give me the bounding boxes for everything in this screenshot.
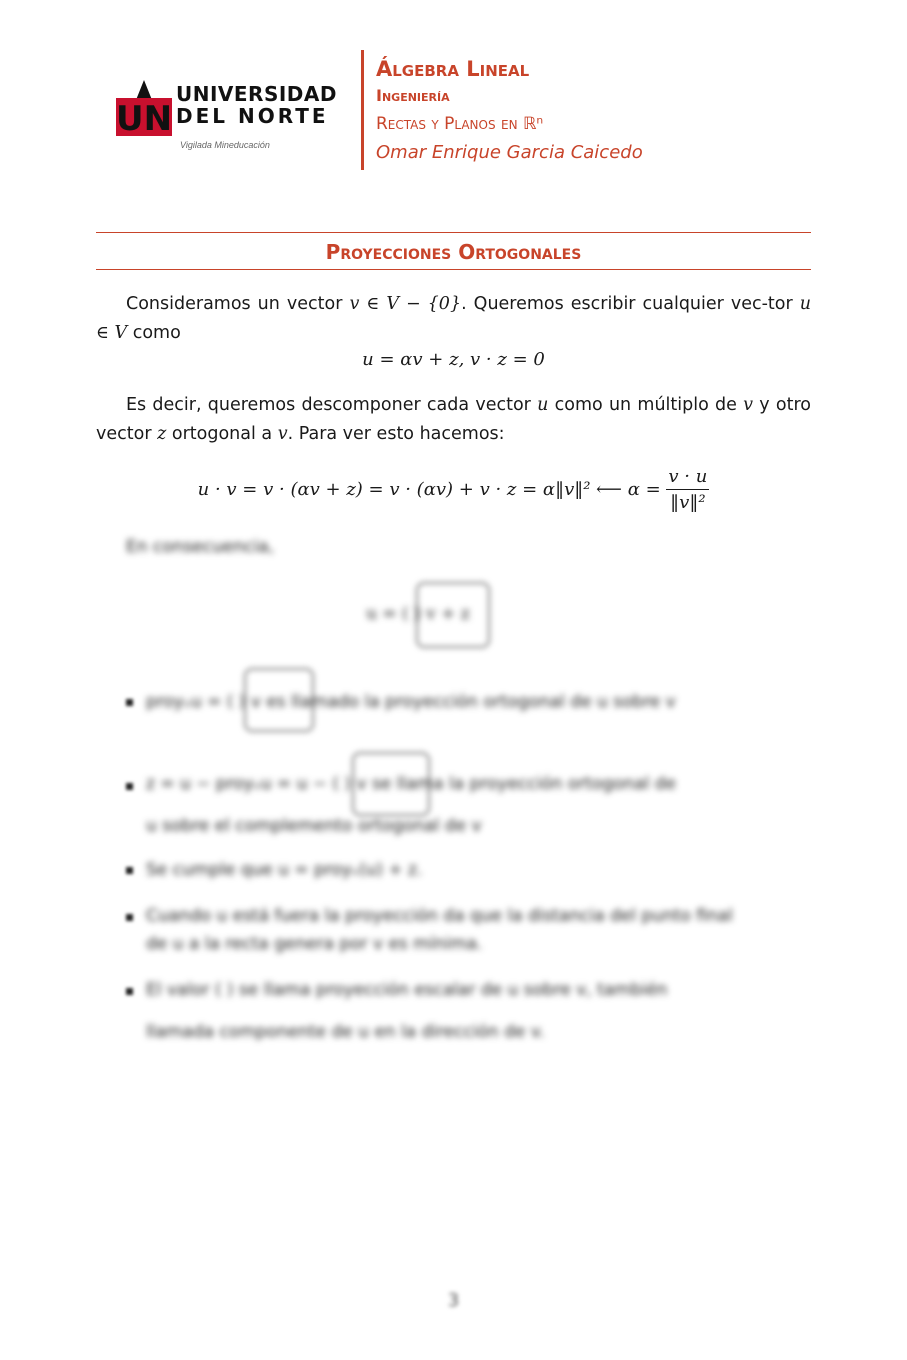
p1-text-c: como bbox=[127, 323, 181, 343]
paragraph-2 bbox=[96, 391, 811, 449]
bullet-marker-1 bbox=[126, 699, 133, 706]
university-logo bbox=[116, 66, 338, 156]
p1-text-a: Consideramos un vector bbox=[126, 294, 350, 314]
section-rule-top bbox=[96, 232, 811, 233]
document-header bbox=[376, 56, 816, 168]
bullet-item-3: Se cumple que u = proyᵥ(u) + z. bbox=[146, 860, 423, 880]
paragraph-1 bbox=[96, 290, 811, 348]
p2-math-4: v bbox=[277, 424, 288, 444]
section-rule-bottom bbox=[96, 269, 811, 270]
eq2-lhs: u · v = v · (αv + z) = v · (αv) + v · z = α‖v‖² ⟵ α = bbox=[197, 479, 661, 500]
fraction-denominator: ‖v‖² bbox=[670, 492, 706, 513]
bullet-item-4-line2: de u a la recta genera por v es mínima. bbox=[146, 934, 483, 954]
p2-text-a: Es decir, queremos descomponer cada vector bbox=[126, 395, 538, 415]
p2-text-e: . Para ver esto hacemos: bbox=[287, 424, 505, 444]
bullet-item-5-line1: El valor ( ) se llama proyección escalar de u sobre v, también bbox=[146, 980, 668, 1000]
bullet-marker-4 bbox=[126, 914, 133, 921]
bullet-item-4-line1: Cuando u está fuera la proyección da que la distancia del punto final bbox=[146, 906, 733, 926]
p1-text-b: . Queremos escribir cualquier vec-tor bbox=[461, 294, 800, 314]
section-title: Proyecciones Ortogonales bbox=[325, 240, 582, 264]
p1-math-1: v ∈ V − {0} bbox=[349, 294, 462, 314]
alpha-fraction bbox=[666, 466, 709, 513]
svg-text:UN: UN bbox=[116, 99, 172, 136]
blurred-intro: En consecuencia, bbox=[126, 537, 275, 557]
department: Ingeniería bbox=[376, 86, 450, 105]
bullet-item-2-line1: z = u − proyᵥu = u − ( ) v se llama la proyección ortogonal de bbox=[146, 774, 676, 794]
bullet-marker-3 bbox=[126, 867, 133, 874]
logo-name-line1: UNIVERSIDAD bbox=[176, 82, 337, 106]
bullet-item-5-line2: llamada componente de u en la dirección de v. bbox=[146, 1022, 545, 1042]
logo-tagline: Vigilada Mineducación bbox=[180, 140, 270, 150]
p2-text-d: ortogonal a bbox=[166, 424, 278, 444]
header-divider bbox=[361, 50, 364, 170]
un-logo-icon bbox=[116, 80, 172, 136]
bullet-marker-2 bbox=[126, 783, 133, 790]
course-title: Álgebra Lineal bbox=[376, 57, 530, 81]
logo-name-line2: DEL NORTE bbox=[176, 104, 329, 128]
bullet-item-2-line2: u sobre el complemento ortogonal de v bbox=[146, 816, 482, 836]
blurred-equation: u = ( ) v + z bbox=[366, 604, 470, 624]
page-number: 3 bbox=[447, 1290, 460, 1311]
equation-alpha bbox=[96, 466, 811, 513]
p1-math-2: u ∈ V bbox=[96, 294, 811, 343]
p2-text-b: como un múltiplo de bbox=[548, 395, 744, 415]
author: Omar Enrique Garcia Caicedo bbox=[376, 142, 643, 163]
fraction-numerator: v · u bbox=[666, 466, 709, 490]
p2-math-2: v bbox=[743, 395, 754, 415]
bullet-item-1: proyᵥu = ( ) v es llamado la proyección ortogonal de u sobre v bbox=[146, 692, 676, 712]
equation-decomposition: u = αv + z, v · z = 0 bbox=[362, 349, 545, 370]
p2-math-3: z bbox=[157, 424, 167, 444]
bullet-marker-5 bbox=[126, 988, 133, 995]
topic: Rectas y Planos en ℝⁿ bbox=[376, 114, 544, 134]
p2-text-c: y otro vector bbox=[96, 395, 811, 444]
p2-math-1: u bbox=[537, 395, 549, 415]
